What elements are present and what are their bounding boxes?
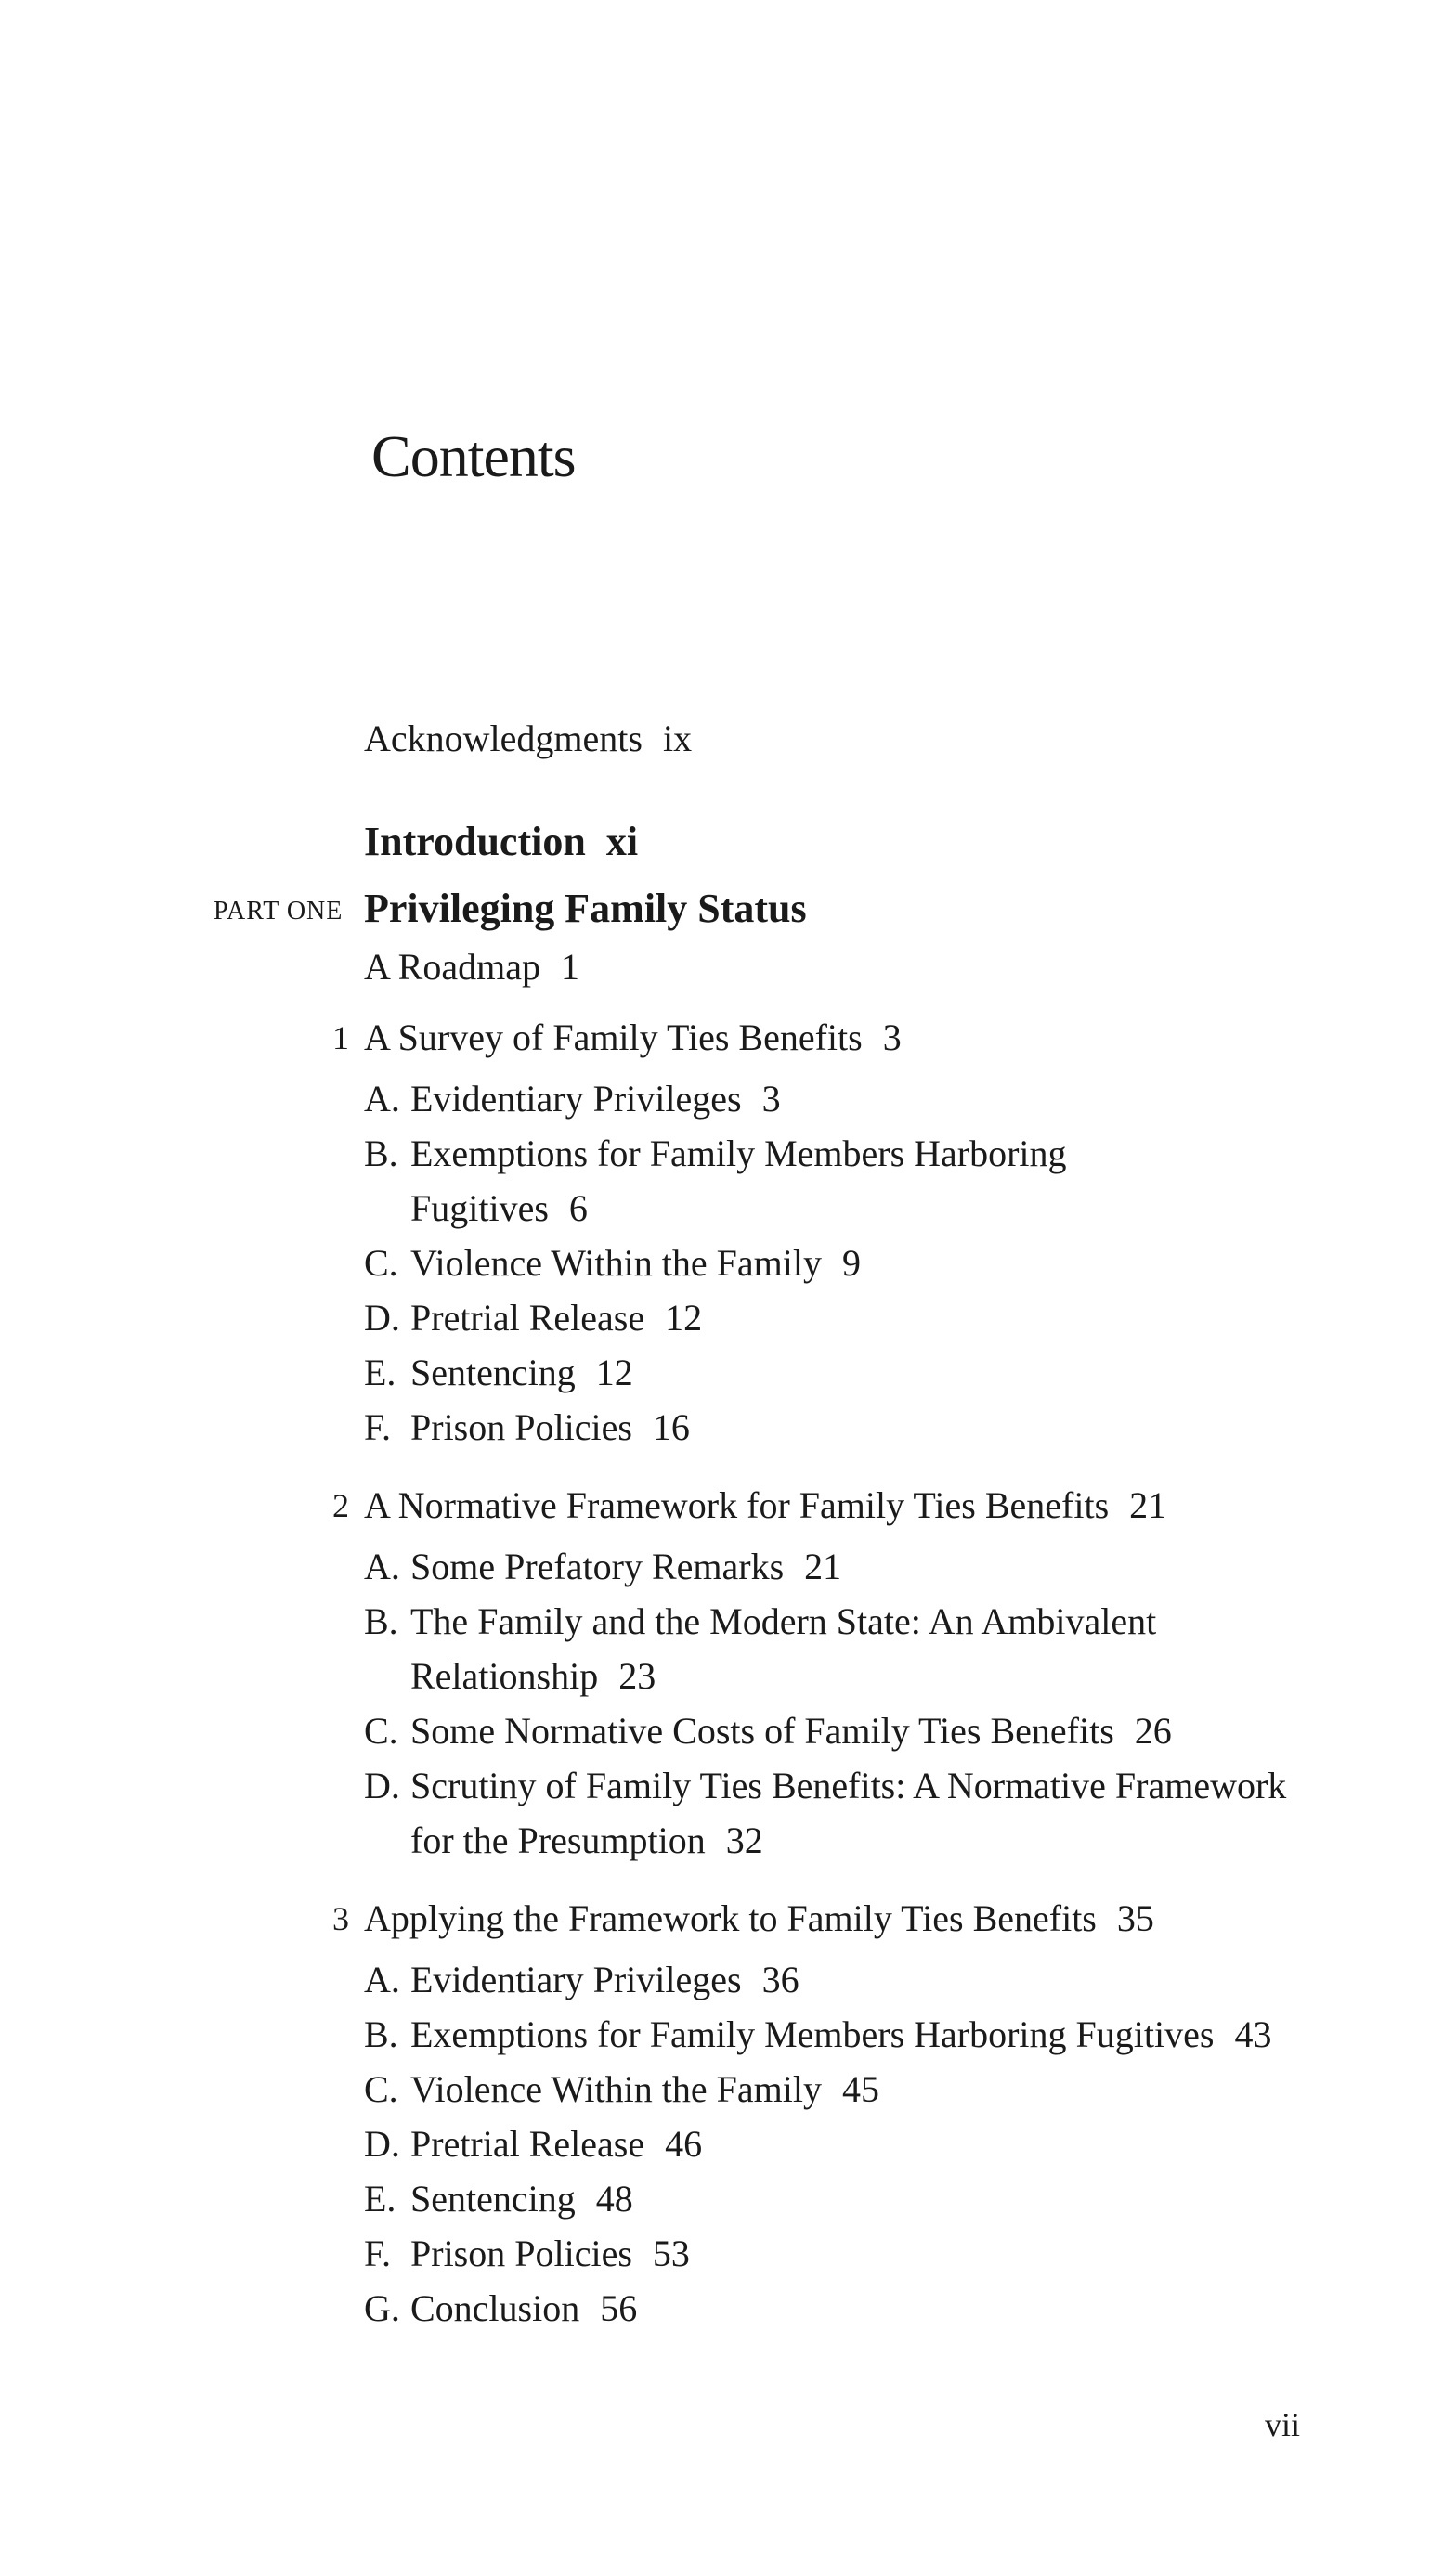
entry-title: Violence Within the Family bbox=[410, 2068, 822, 2110]
entry-title: Scrutiny of Family Ties Benefits: A Normative Framework bbox=[410, 1765, 1287, 1806]
section-letter: C. bbox=[364, 1710, 398, 1752]
entry-page: 35 bbox=[1116, 1897, 1154, 1939]
entry-page: 46 bbox=[665, 2123, 703, 2165]
page-title: Contents bbox=[371, 423, 576, 489]
toc-entry-roadmap[interactable] bbox=[364, 944, 579, 990]
entry-page: 56 bbox=[600, 2287, 638, 2329]
section-letter: G. bbox=[364, 2287, 400, 2329]
chapter-number: 3 bbox=[332, 1900, 349, 1937]
entry-page: xi bbox=[605, 819, 639, 864]
section-letter: A. bbox=[364, 1078, 400, 1120]
entry-title: The Family and the Modern State: An Ambivalent bbox=[410, 1600, 1157, 1642]
section-letter: D. bbox=[364, 1765, 400, 1806]
toc-entry-section[interactable] bbox=[410, 2285, 637, 2332]
entry-title-cont: Relationship bbox=[410, 1655, 599, 1697]
toc-entry-acknowledgments[interactable] bbox=[364, 716, 692, 762]
entry-page: 9 bbox=[841, 1242, 861, 1284]
entry-page: 48 bbox=[595, 2178, 633, 2220]
toc-entry-section[interactable] bbox=[410, 1708, 1172, 1754]
section-letter: A. bbox=[364, 1959, 400, 2000]
toc-entry-chapter-2[interactable] bbox=[364, 1482, 1166, 1529]
toc-entry-section[interactable] bbox=[410, 2121, 702, 2168]
section-letter: E. bbox=[364, 1352, 396, 1393]
entry-page: 45 bbox=[841, 2068, 879, 2110]
entry-title: Prison Policies bbox=[410, 2233, 632, 2274]
toc-entry-section[interactable] bbox=[410, 2176, 633, 2222]
section-letter: B. bbox=[364, 1133, 398, 1174]
entry-page: 3 bbox=[882, 1016, 902, 1058]
toc-entry-section[interactable] bbox=[410, 1599, 1156, 1645]
section-letter: F. bbox=[364, 1406, 392, 1448]
entry-title: Sentencing bbox=[410, 1352, 576, 1393]
entry-title: Pretrial Release bbox=[410, 1297, 645, 1339]
toc-entry-section[interactable] bbox=[410, 1763, 1286, 1809]
entry-title: Conclusion bbox=[410, 2287, 580, 2329]
entry-title: Some Normative Costs of Family Ties Benefits bbox=[410, 1710, 1114, 1752]
entry-page: 23 bbox=[618, 1655, 656, 1697]
toc-entry-chapter-1[interactable] bbox=[364, 1015, 902, 1061]
entry-page: 12 bbox=[665, 1297, 703, 1339]
entry-page: 21 bbox=[804, 1546, 842, 1587]
entry-page: ix bbox=[662, 718, 693, 759]
entry-page: 43 bbox=[1234, 2013, 1272, 2055]
entry-page: 32 bbox=[725, 1819, 763, 1861]
entry-title: Exemptions for Family Members Harboring Fugitives bbox=[410, 2013, 1215, 2055]
entry-title: A Normative Framework for Family Ties Benefits bbox=[364, 1484, 1110, 1526]
section-letter: A. bbox=[364, 1546, 400, 1587]
page-number: vii bbox=[1265, 2406, 1301, 2443]
entry-title: Violence Within the Family bbox=[410, 1242, 822, 1284]
toc-entry-section[interactable] bbox=[410, 1076, 781, 1122]
toc-entry-section-continuation[interactable] bbox=[410, 1818, 763, 1864]
toc-entry-section[interactable] bbox=[410, 2012, 1271, 2058]
entry-title: Introduction bbox=[364, 819, 586, 864]
entry-page: 53 bbox=[652, 2233, 690, 2274]
toc-entry-introduction[interactable] bbox=[364, 819, 638, 865]
entry-title-cont: Fugitives bbox=[410, 1187, 549, 1229]
section-letter: C. bbox=[364, 1242, 398, 1284]
toc-entry-section[interactable] bbox=[410, 1240, 861, 1287]
entry-page: 6 bbox=[568, 1187, 588, 1229]
entry-title: A Roadmap bbox=[364, 946, 540, 988]
toc-entry-section[interactable] bbox=[410, 1295, 702, 1341]
part-title[interactable]: Privileging Family Status bbox=[364, 886, 807, 931]
entry-page: 12 bbox=[595, 1352, 633, 1393]
toc-entry-section[interactable] bbox=[410, 2231, 690, 2277]
toc-entry-section[interactable] bbox=[410, 1957, 800, 2003]
entry-title: Sentencing bbox=[410, 2178, 576, 2220]
section-letter: B. bbox=[364, 2013, 398, 2055]
entry-page: 36 bbox=[761, 1959, 800, 2000]
toc-entry-section[interactable] bbox=[410, 2066, 879, 2113]
entry-title: Prison Policies bbox=[410, 1406, 632, 1448]
entry-title: Applying the Framework to Family Ties Benefits bbox=[364, 1897, 1097, 1939]
entry-title: Exemptions for Family Members Harboring bbox=[410, 1133, 1067, 1174]
entry-title-cont: for the Presumption bbox=[410, 1819, 706, 1861]
chapter-number: 1 bbox=[332, 1019, 349, 1056]
entry-title: Evidentiary Privileges bbox=[410, 1959, 742, 2000]
toc-entry-section[interactable] bbox=[410, 1350, 633, 1396]
section-letter: D. bbox=[364, 2123, 400, 2165]
entry-title: A Survey of Family Ties Benefits bbox=[364, 1016, 863, 1058]
part-label: PART ONE bbox=[214, 897, 344, 926]
section-letter: D. bbox=[364, 1297, 400, 1339]
entry-title: Some Prefatory Remarks bbox=[410, 1546, 785, 1587]
entry-page: 26 bbox=[1134, 1710, 1172, 1752]
section-letter: F. bbox=[364, 2233, 392, 2274]
section-letter: E. bbox=[364, 2178, 396, 2220]
entry-page: 21 bbox=[1129, 1484, 1167, 1526]
toc-entry-section[interactable] bbox=[410, 1544, 841, 1590]
section-letter: C. bbox=[364, 2068, 398, 2110]
entry-page: 3 bbox=[761, 1078, 781, 1120]
entry-title: Pretrial Release bbox=[410, 2123, 645, 2165]
entry-title: Evidentiary Privileges bbox=[410, 1078, 742, 1120]
entry-title: Acknowledgments bbox=[364, 718, 643, 759]
toc-entry-section[interactable] bbox=[410, 1405, 690, 1451]
toc-entry-section[interactable] bbox=[410, 1131, 1067, 1177]
chapter-number: 2 bbox=[332, 1487, 349, 1524]
toc-entry-section-continuation[interactable] bbox=[410, 1653, 656, 1700]
section-letter: B. bbox=[364, 1600, 398, 1642]
toc-entry-section-continuation[interactable] bbox=[410, 1185, 588, 1232]
toc-entry-chapter-3[interactable] bbox=[364, 1896, 1154, 1942]
entry-page: 1 bbox=[560, 946, 579, 988]
entry-page: 16 bbox=[652, 1406, 690, 1448]
